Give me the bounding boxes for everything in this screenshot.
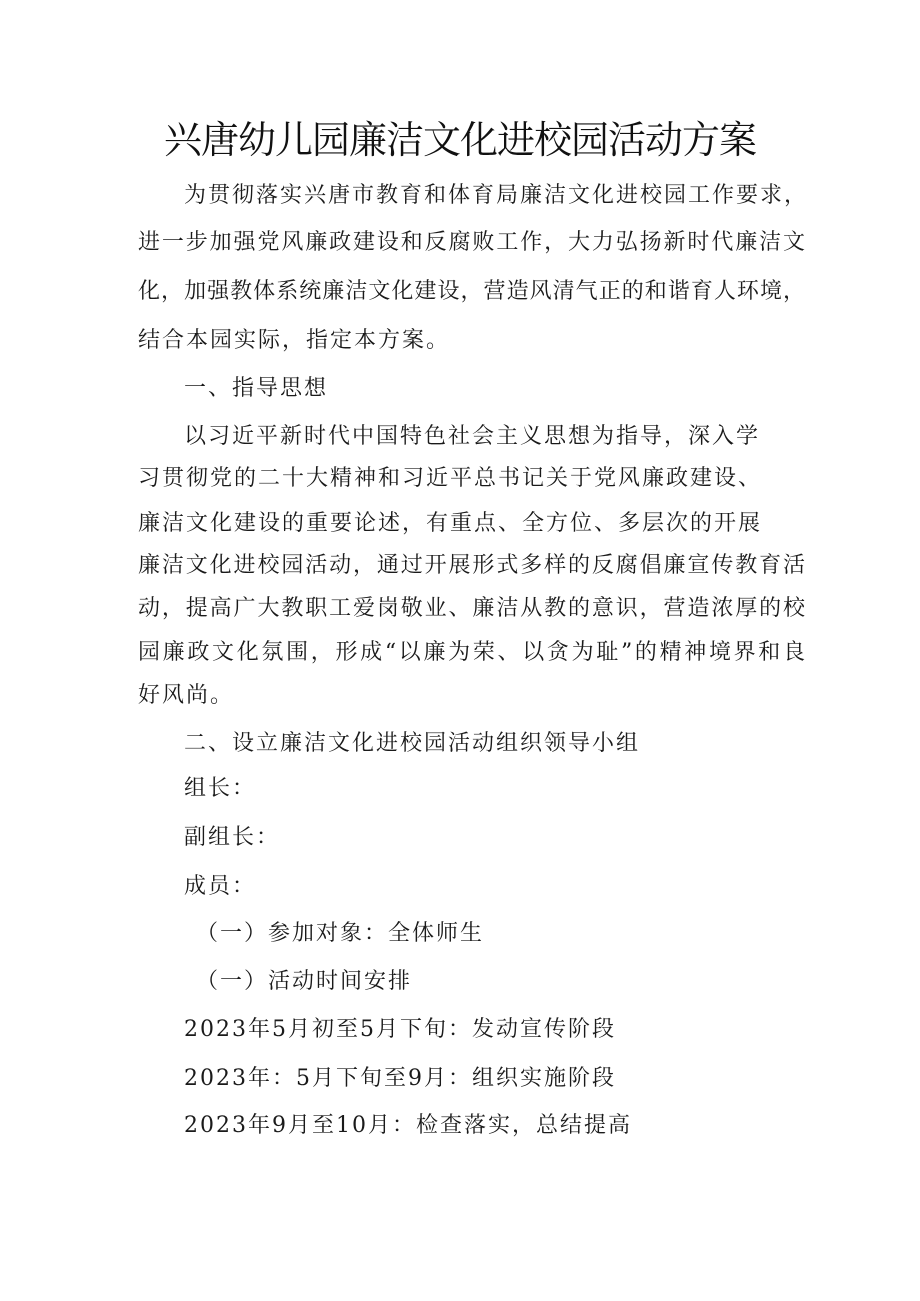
intro-line-2: 进一步加强党风廉政建设和反腐败工作，大力弘扬新时代廉洁文 (138, 230, 805, 255)
section1-heading: 一、指导思想 (184, 376, 329, 401)
intro-line-1: 为贯彻落实兴唐市教育和体育局廉洁文化进校园工作要求， (184, 183, 809, 208)
intro-line-4: 结合本园实际，指定本方案。 (138, 328, 451, 353)
intro-line-3: 化，加强教体系统廉洁文化建设，营造风清气正的和谐育人环境， (138, 279, 805, 304)
document-title: 兴唐幼儿园廉洁文化进校园活动方案 (163, 118, 756, 162)
participants-line: （一）参加对象：全体师生 (196, 921, 485, 946)
schedule-item-1: 2023年5月初至5月下旬：发动宣传阶段 (184, 1017, 616, 1042)
section1-line-5: 动，提高广大教职工爱岗敬业、廉洁从教的意识，营造浓厚的校 (138, 596, 805, 621)
members-label: 成员： (184, 874, 257, 899)
schedule-heading: （一）活动时间安排 (196, 969, 413, 994)
section2-heading: 二、设立廉洁文化进校园活动组织领导小组 (184, 731, 641, 756)
section1-line-3: 廉洁文化建设的重要论述，有重点、全方位、多层次的开展 (138, 511, 763, 536)
section1-line-6: 园廉政文化氛围，形成“以廉为荣、以贪为耻”的精神境界和良 (138, 640, 805, 665)
deputy-leader-label: 副组长： (184, 825, 281, 850)
section1-line-2: 习贯彻党的二十大精神和习近平总书记关于党风廉政建设、 (138, 466, 763, 491)
schedule-item-2: 2023年：5月下旬至9月：组织实施阶段 (184, 1066, 616, 1091)
section1-line-4: 廉洁文化进校园活动，通过开展形式多样的反腐倡廉宣传教育活 (138, 553, 805, 578)
section1-line-7: 好风尚。 (138, 683, 235, 708)
group-leader-label: 组长： (184, 776, 257, 801)
schedule-item-3: 2023年9月至10月：检查落实，总结提高 (184, 1113, 632, 1138)
section1-line-1: 以习近平新时代中国特色社会主义思想为指导，深入学 (184, 424, 761, 449)
